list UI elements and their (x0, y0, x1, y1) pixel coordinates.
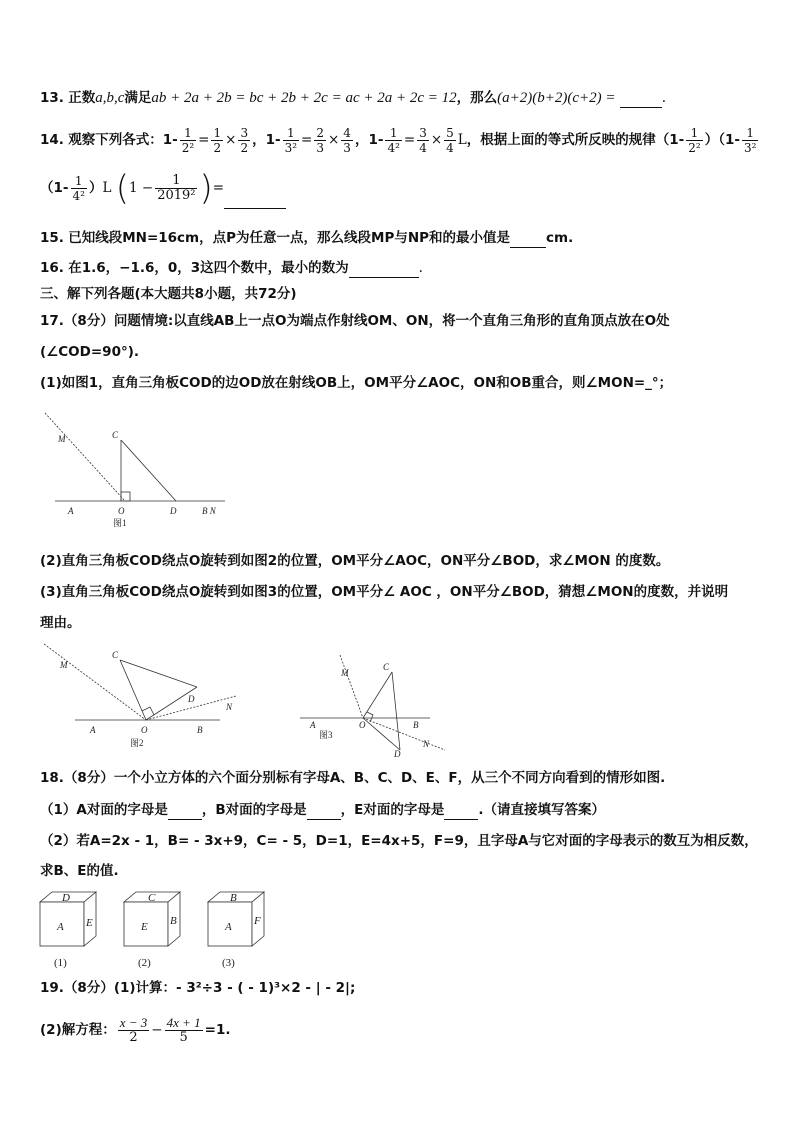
cube-top-letter: D (62, 892, 70, 904)
label-m: M (60, 660, 68, 670)
question-number: 17. (40, 313, 64, 329)
fraction: $\frac{1}{\text{3²}}$ (284, 126, 298, 155)
label-m: M (341, 668, 349, 678)
label-a: A (68, 506, 74, 516)
figure-caption: 图3 (319, 730, 333, 740)
question-14-line2: （1- $\frac{1}{\text{4²}}$ ）L (1 − $\frac{1}{\text{2019²}}$ )= (40, 168, 286, 209)
label-a: A (310, 720, 316, 730)
question-number: 15. (40, 230, 64, 246)
answer-blank-a[interactable] (168, 805, 202, 820)
answer-blank[interactable] (510, 233, 546, 248)
cube-3 (208, 892, 264, 969)
label-n: N (423, 739, 430, 749)
question-17: 17.（8分）问题情境:以直线AB上一点O为端点作射线OM、ON，将一个直角三角形的直角顶点放在O处 (40, 313, 670, 329)
label-o: O (359, 720, 366, 730)
fraction: $\frac{1}{\text{2²}}$ (181, 126, 195, 155)
cube-caption: (1) (54, 957, 67, 969)
fraction: $\frac{3}{2}$ (240, 126, 249, 155)
cube-2 (124, 892, 180, 969)
fraction: $\frac{2}{3}$ (316, 126, 324, 155)
question-number: 18. (40, 770, 64, 786)
label-d: D (188, 694, 195, 704)
label-d: D (170, 506, 177, 516)
cube-caption: (2) (138, 957, 151, 969)
question-13: 13. 正数a,b,c满足ab + 2a + 2b = bc + 2b + 2c = ac + 2a + 2c = 12，那么(a+2)(b+2)(c+2) = . (40, 90, 667, 106)
label-m: M (58, 434, 66, 444)
question-number: 14. (40, 132, 64, 148)
label-a: A (90, 725, 96, 735)
q18-part2: （2）若A=2x - 1，B= - 3x+9，C= - 5，D=1，E=4x+5，F=9，且字母A与它对面的字母表示的数互为相反数， (40, 833, 758, 849)
fraction: $\frac{1}{\text{4²}}$ (72, 174, 85, 203)
fraction: $\frac{1}{\text{2019²}}$ (157, 173, 196, 203)
fraction: $\frac{5}{4}$ (446, 126, 454, 155)
label-c: C (112, 650, 119, 660)
fraction: $\frac{4}{3}$ (343, 126, 351, 155)
fraction: $\frac{1}{\text{3²}}$ (743, 126, 757, 155)
question-number: 19. (40, 980, 64, 996)
question-15: 15. 已知线段MN=16cm，点P为任意一点，那么线段MP与NP和的最小值是 cm. (40, 230, 574, 246)
label-b: B (413, 720, 419, 730)
fraction: $\frac{1}{\text{4²}}$ (387, 126, 400, 155)
cube-top-letter: B (230, 892, 237, 904)
label-bn: B N (202, 506, 216, 516)
question-number: 16. (40, 260, 64, 276)
figure-caption: 图2 (130, 738, 144, 748)
fraction: $\frac{1}{\text{2²}}$ (688, 126, 701, 155)
figure-2 (40, 640, 250, 755)
cube-views (36, 888, 286, 974)
label-d: D (394, 749, 401, 759)
cube-front-letter: A (57, 921, 64, 933)
expression: (a+2)(b+2)(c+2) = (497, 90, 616, 106)
cube-side-letter: B (170, 915, 177, 927)
fraction: $\frac{x - 3}{2}$ (119, 1015, 148, 1045)
equation: ab + 2a + 2b = bc + 2b + 2c = ac + 2a + 2c = 12 (151, 90, 457, 106)
q19-part2: (2)解方程： $\frac{x - 3}{2}$ − $\frac{4x + 1}{5}$ =1. (40, 1015, 231, 1045)
section-heading: 三、解下列各题(本大题共8小题，共72分) (40, 286, 297, 302)
answer-blank[interactable] (349, 263, 419, 278)
q19-part1: (1)计算：- 3²÷3 - ( - 1)³×2 - | - 2|; (113, 980, 356, 996)
label-o: O (141, 725, 148, 735)
q17-part2: (2)直角三角板COD绕点O旋转到如图2的位置，OM平分∠AOC，ON平分∠BOD，求∠MON 的度数。 (40, 553, 670, 569)
answer-blank-e[interactable] (444, 805, 478, 820)
q17-part1: (1)如图1，直角三角板COD的边OD放在射线OB上，OM平分∠AOC，ON和OB重合，则∠MON=_°； (40, 375, 673, 391)
answer-blank[interactable] (224, 194, 286, 209)
label-c: C (112, 430, 119, 440)
cube-front-letter: E (141, 921, 148, 933)
label-o: O (118, 506, 125, 516)
cube-top-letter: C (148, 892, 156, 904)
answer-blank-b[interactable] (307, 805, 341, 820)
q18-part1: （1）A对面的字母是 ，B对面的字母是 ，E对面的字母是 .（请直接填写答案） (40, 802, 606, 818)
fraction: $\frac{1}{2}$ (213, 126, 222, 155)
cube-front-letter: A (225, 921, 232, 933)
cube-caption: (3) (222, 957, 235, 969)
fraction: $\frac{4x + 1}{5}$ (166, 1015, 201, 1045)
question-19: 19.（8分）(1)计算：- 3²÷3 - ( - 1)³×2 - | - 2|; (40, 980, 356, 996)
label-c: C (383, 662, 390, 672)
question-14: 14. 观察下列各式：1- $\frac{1}{\text{2²}}$ = $\frac{1}{2}$ × $\frac{3}{2}$ ，1- $\frac{1}{\text{3²}}$ = $\frac{2}{3}$ × $\frac{4}{3}$ ，1- $\frac{1}{\text{4²}}$ = $\frac{3}{4}$ × $\frac{5}{4}$ L，根据上面的等式所反映的规律（1- $\frac{1}{\text{2²}}$ ）（1- $\frac{1}{\text{3²}}$ (40, 126, 757, 155)
q17-part3: (3)直角三角板COD绕点O旋转到如图3的位置，OM平分∠ AOC ，ON平分∠BOD，猜想∠MON的度数，并说明 (40, 584, 729, 600)
figure-caption: 图1 (113, 518, 127, 528)
cube-side-letter: F (254, 915, 261, 927)
label-b: B (197, 725, 203, 735)
question-16: 16. 在1.6，−1.6，0，3这四个数中，最小的数为 . (40, 260, 423, 276)
figure-1 (40, 408, 240, 533)
cube-side-letter: E (86, 917, 93, 929)
question-number: 13. (40, 90, 64, 106)
cube-1 (40, 892, 96, 969)
fraction: $\frac{3}{4}$ (419, 126, 427, 155)
question-18: 18.（8分）一个小立方体的六个面分别标有字母A、B、C、D、E、F，从三个不同方向看到的情形如图. (40, 770, 666, 786)
figure-3 (295, 650, 455, 760)
answer-blank[interactable] (620, 93, 662, 108)
label-n: N (226, 702, 233, 712)
